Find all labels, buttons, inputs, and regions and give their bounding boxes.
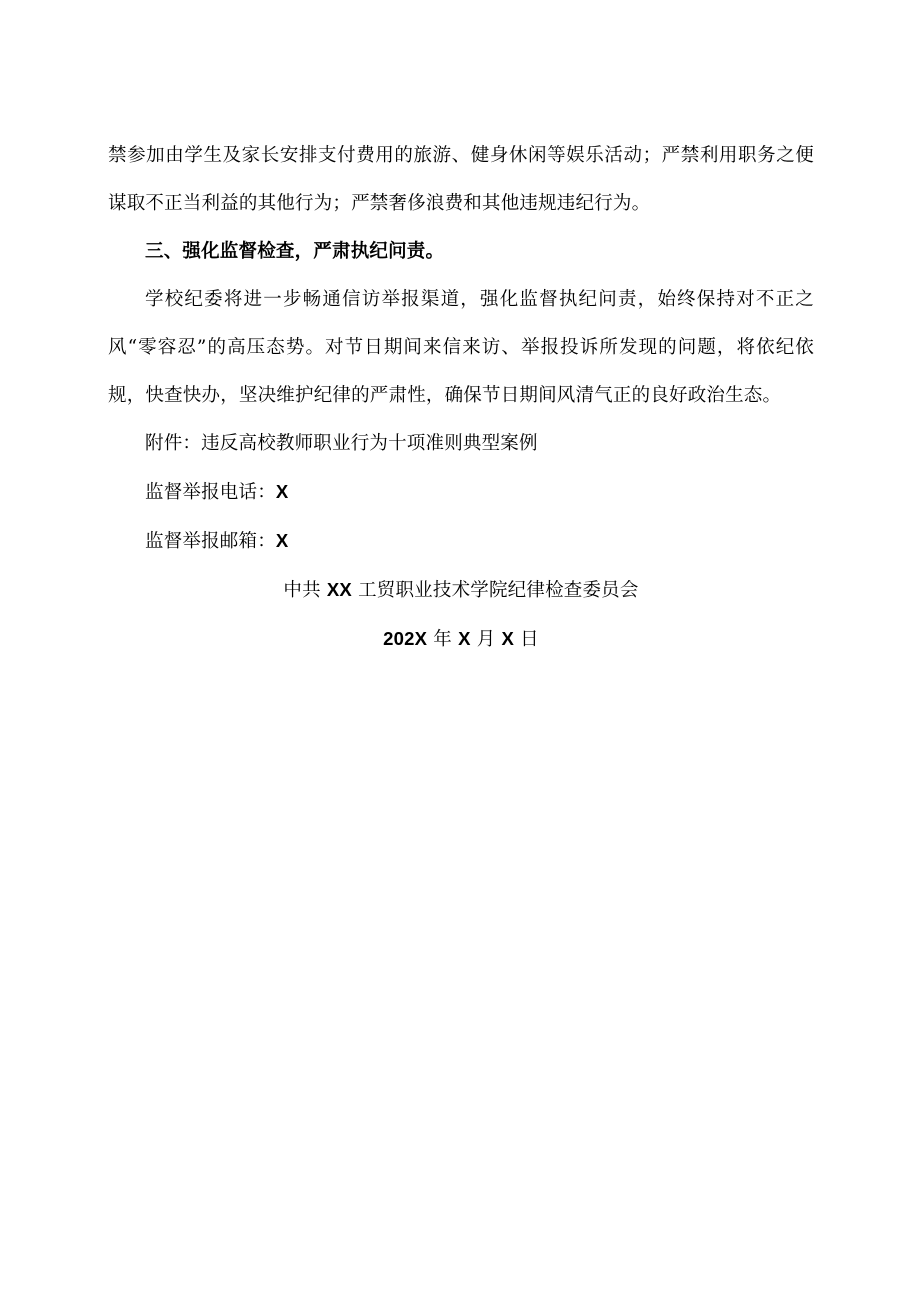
attachment-title: 违反高校教师职业行为十项准则典型案例 <box>201 433 538 454</box>
signature-date <box>108 615 814 664</box>
report-email-line <box>108 517 814 566</box>
date-month: X <box>458 628 471 649</box>
org-placeholder: XX <box>326 579 352 600</box>
date-day-unit: 日 <box>520 629 539 650</box>
report-email-label: 监督举报邮箱： <box>145 531 276 552</box>
report-phone-value: X <box>275 481 289 502</box>
date-day: X <box>501 628 515 649</box>
report-phone-line <box>108 468 814 517</box>
org-suffix: 工贸职业技术学院纪律检查委员会 <box>358 580 639 601</box>
date-year-unit: 年 <box>433 629 452 650</box>
paragraph-prohibitions-continued: 禁参加由学生及家长安排支付费用的旅游、健身休闲等娱乐活动；严禁利用职务之便谋取不正当利益的其他行为；严禁奢侈浪费和其他违规违纪行为。 <box>108 145 814 214</box>
report-email-value: X <box>275 530 289 551</box>
date-month-unit: 月 <box>476 629 496 650</box>
attachment-line <box>108 420 814 468</box>
document-page <box>108 132 814 664</box>
signature-organization <box>108 566 814 615</box>
report-phone-label: 监督举报电话： <box>145 482 276 503</box>
date-year: 202X <box>383 628 428 649</box>
attachment-label: 附件： <box>145 433 202 454</box>
section-heading-3: 三、强化监督检查，严肃执纪问责。 <box>145 241 445 262</box>
paragraph-supervision: 学校纪委将进一步畅通信访举报渠道，强化监督执纪问责，始终保持对不正之风“零容忍”的高压态势。对节日期间来信来访、举报投诉所发现的问题，将依纪依规，快查快办，坚决维护纪律的严肃性，确保节日期间风清气正的良好政治生态。 <box>108 289 814 406</box>
org-prefix: 中共 <box>283 580 321 601</box>
